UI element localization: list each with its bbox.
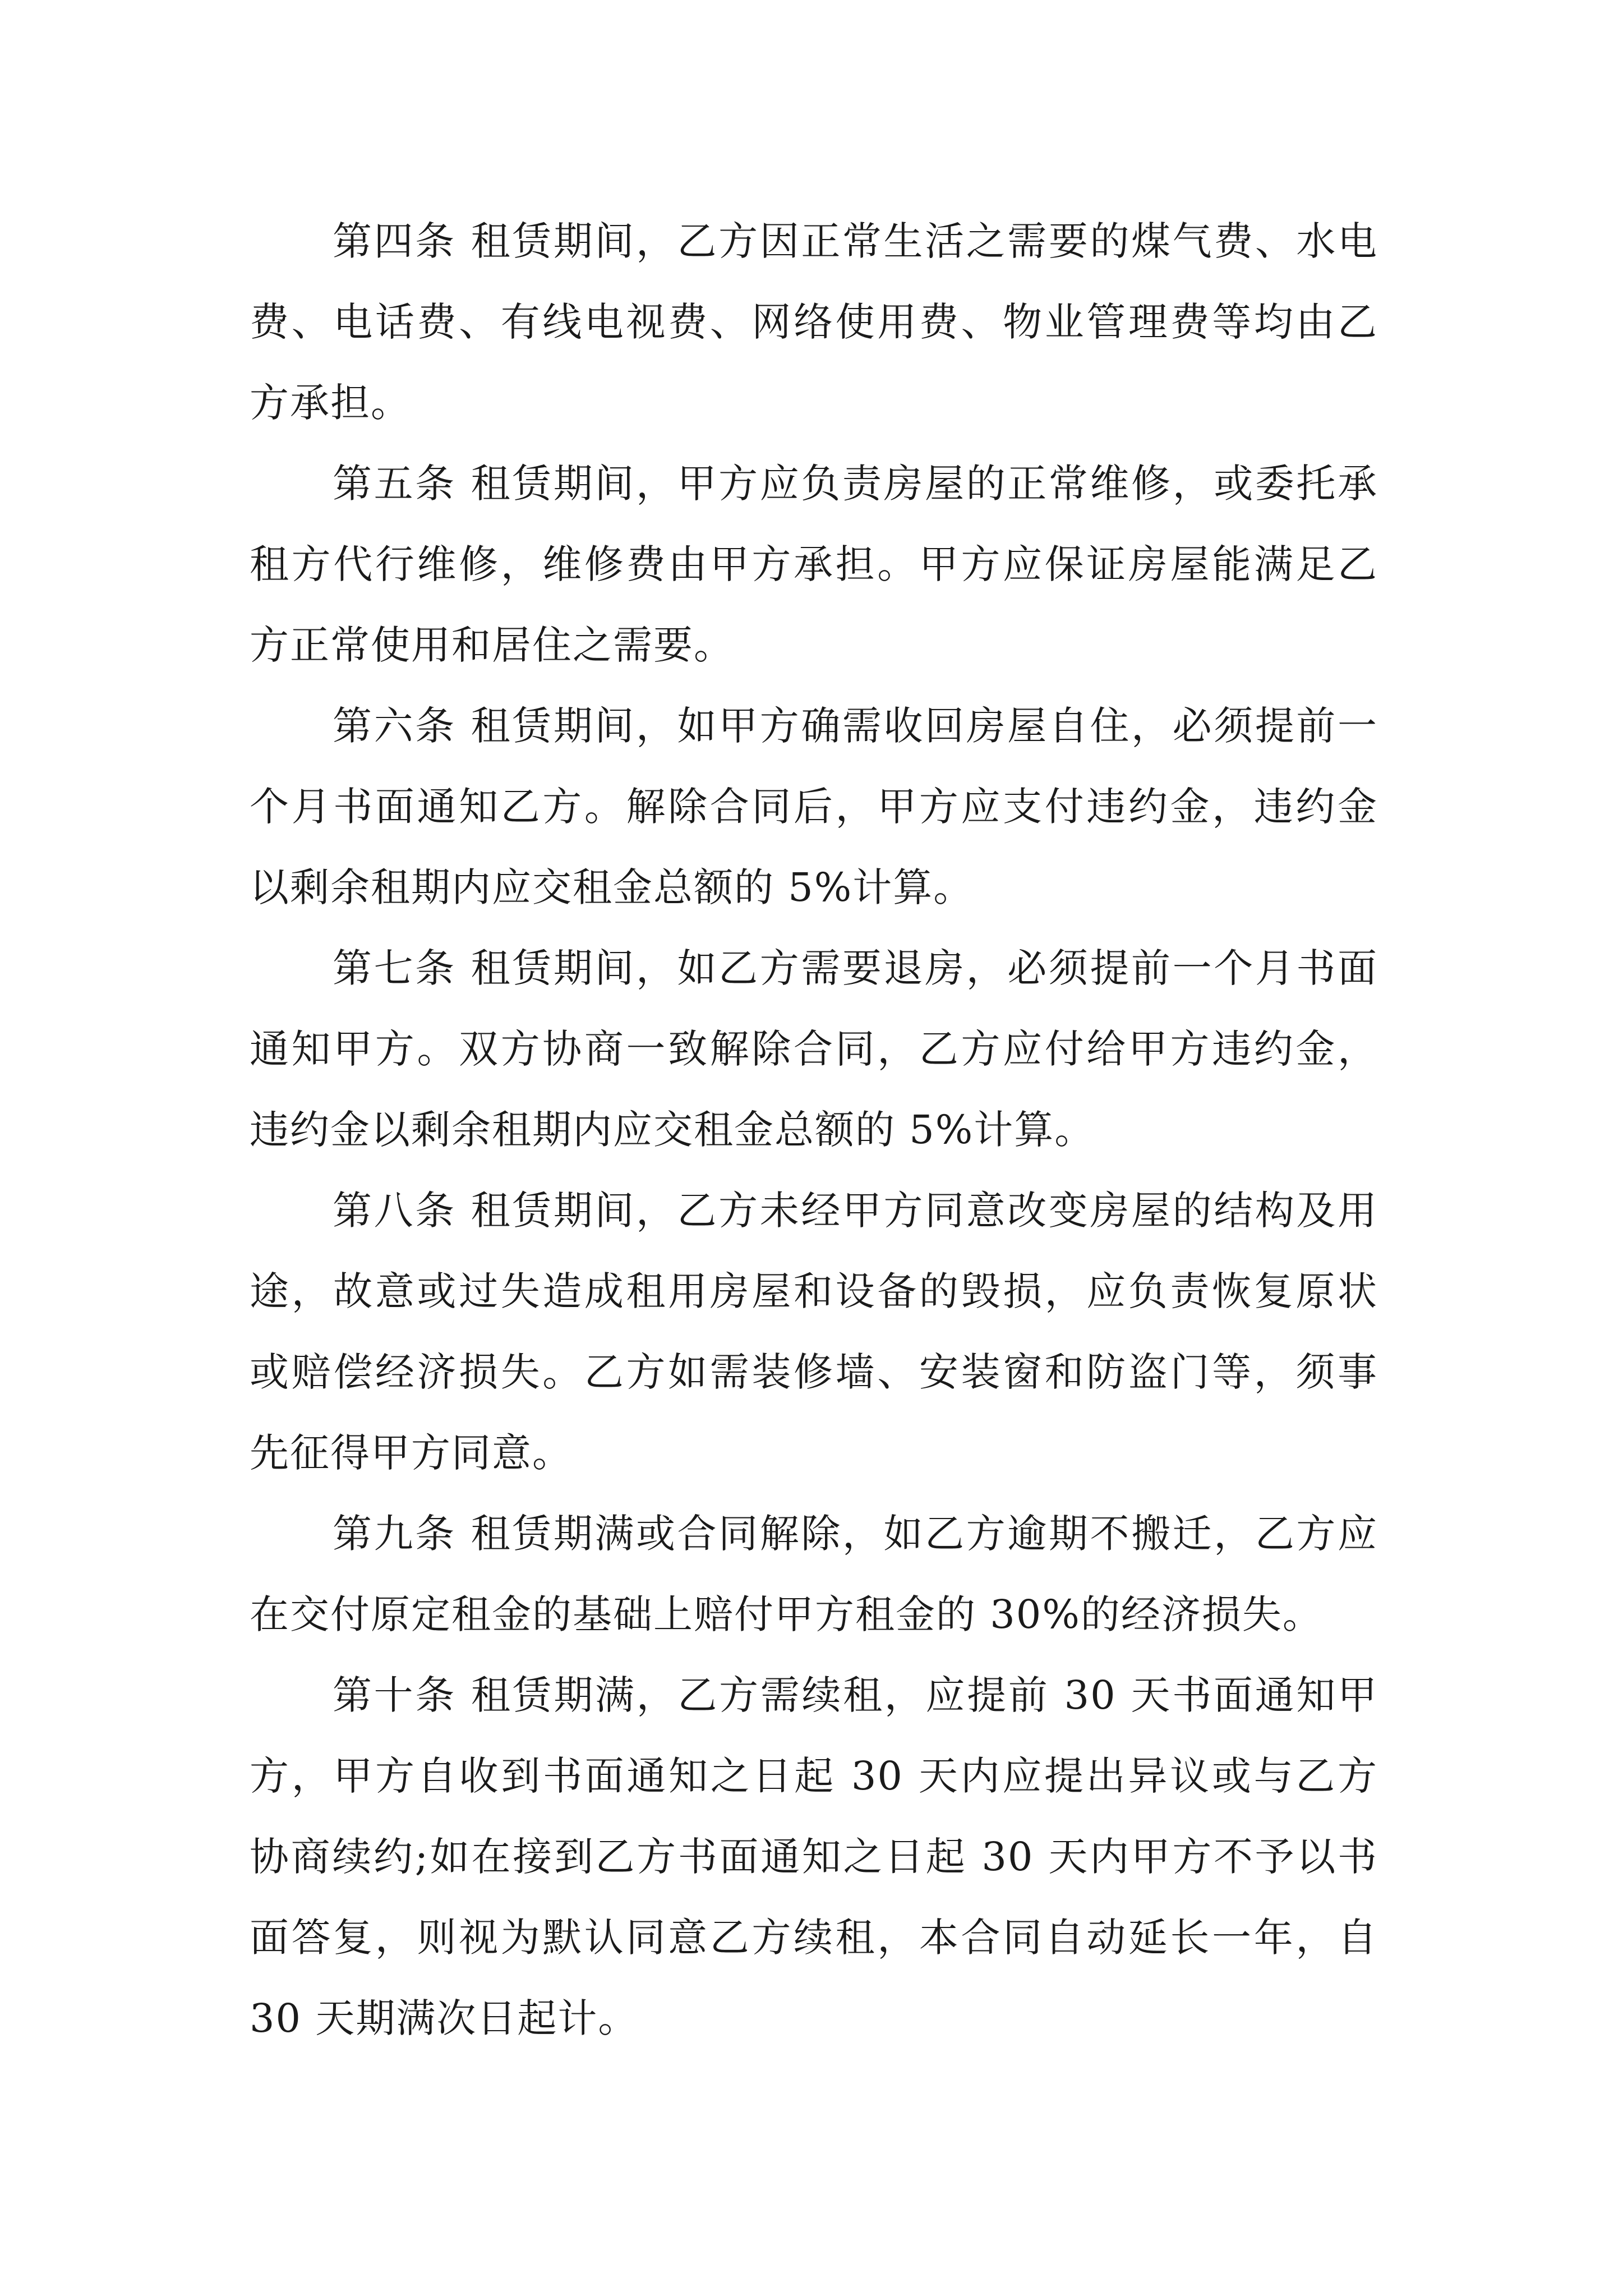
clause-10: 第十条 租赁期满，乙方需续租，应提前 30 天书面通知甲方，甲方自收到书面通知之日起 30 天内应提出异议或与乙方协商续约;如在接到乙方书面通知之日起 30 天内甲方不予以书面答复，则视为默认同意乙方续租，本合同自动延长一年，自 30 天期满次日起计。 <box>250 1672 1378 2041</box>
clause-7: 第七条 租赁期间，如乙方需要退房，必须提前一个月书面通知甲方。双方协商一致解除合同，乙方应付给甲方违约金，违约金以剩余租期内应交租金总额的 5%计算。 <box>250 945 1378 1153</box>
clause-6: 第六条 租赁期间，如甲方确需收回房屋自住，必须提前一个月书面通知乙方。解除合同后，甲方应支付违约金，违约金以剩余租期内应交租金总额的 5%计算。 <box>250 703 1378 910</box>
clause-5: 第五条 租赁期间，甲方应负责房屋的正常维修，或委托承租方代行维修，维修费由甲方承担。甲方应保证房屋能满足乙方正常使用和居住之需要。 <box>250 461 1378 668</box>
clause-4: 第四条 租赁期间，乙方因正常生活之需要的煤气费、水电费、电话费、有线电视费、网络使用费、物业管理费等均由乙方承担。 <box>250 218 1378 426</box>
clause-8: 第八条 租赁期间，乙方未经甲方同意改变房屋的结构及用途，故意或过失造成租用房屋和设备的毁损，应负责恢复原状或赔偿经济损失。乙方如需装修墙、安装窗和防盗门等，须事先征得甲方同意。 <box>250 1188 1378 1476</box>
clause-9: 第九条 租赁期满或合同解除，如乙方逾期不搬迁，乙方应在交付原定租金的基础上赔付甲方租金的 30%的经济损失。 <box>250 1511 1378 1637</box>
document-body <box>250 201 1378 2059</box>
